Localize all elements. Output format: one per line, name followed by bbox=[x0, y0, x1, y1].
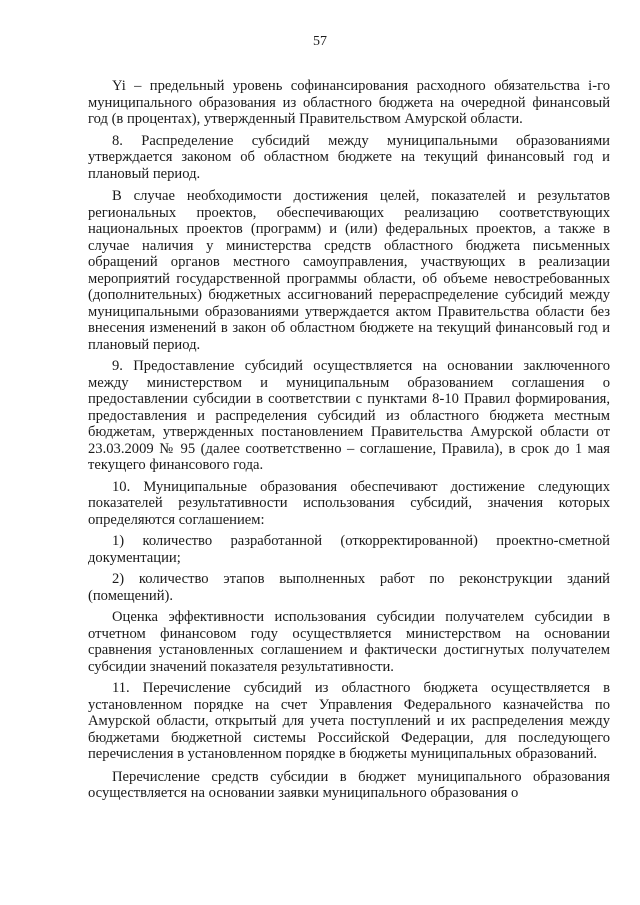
list-item-indicator-1: 1) количество разработанной (откорректированной) проектно-сметной документации; bbox=[88, 533, 610, 566]
paragraph-yi-definition: Yi – предельный уровень софинансирования расходного обязательства i-го муниципального образования из областного бюджета на очередной финансовый год (в процентах), утвержденный Правительством Амурской области. bbox=[88, 78, 610, 127]
paragraph-11-transfer: 11. Перечисление субсидий из областного бюджета осуществляется в установленном порядке на счет Управления Федерального казначейства по Амурской области, открытый для учета поступлений и их распределения между бюджетами бюджетной системы Российской Федерации, для последующего перечисления в установленном порядке в бюджеты муниципальных образований. bbox=[88, 680, 610, 762]
paragraph-8-distribution: 8. Распределение субсидий между муниципальными образованиями утверждается законом об областном бюджете на текущий финансовый год и плановый период. bbox=[88, 132, 610, 182]
paragraph-efficiency-assessment: Оценка эффективности использования субсидии получателем субсидии в отчетном финансовом году осуществляется министерством на основании сравнения установленных соглашением и фактически достигнутых получателем субсидии значений показателя результативности. bbox=[88, 609, 610, 675]
paragraph-9-agreement: 9. Предоставление субсидий осуществляется на основании заключенного между министерством и муниципальным образованием соглашения о предоставлении субсидии в соответствии с пунктами 8-10 Правил формирования, предоставления и распределения субсидий из областного бюджета местным бюджетам, утвержденных постановлением Правительства Амурской области от 23.03.2009 № 95 (далее соответственно – соглашение, Правила), в срок до 1 мая текущего финансового года. bbox=[88, 358, 610, 473]
list-item-indicator-2: 2) количество этапов выполненных работ по реконструкции зданий (помещений). bbox=[88, 571, 610, 604]
paragraph-transfer-basis: Перечисление средств субсидии в бюджет муниципального образования осуществляется на основании заявки муниципального образования о bbox=[88, 768, 610, 801]
page-number: 57 bbox=[313, 34, 327, 49]
paragraph-redistribution: В случае необходимости достижения целей, показателей и результатов региональных проектов, обеспечивающих реализацию соответствующих национальных проектов (программ) и (или) федеральных проектов, а также в случае наличия у министерства средств областного бюджета письменных обращений органов местного самоуправления, участвующих в реализации мероприятий государственной программы области, об объеме невостребованных (дополнительных) бюджетных ассигнований перераспределение субсидий между муниципальными образованиями утверждается актом Правительства области без внесения изменений в закон об областном бюджете на текущий финансовый год и плановый период. bbox=[88, 188, 610, 353]
document-body bbox=[88, 78, 610, 802]
paragraph-10-indicators: 10. Муниципальные образования обеспечивают достижение следующих показателей результативности использования субсидий, значения которых определяются соглашением: bbox=[88, 478, 610, 528]
